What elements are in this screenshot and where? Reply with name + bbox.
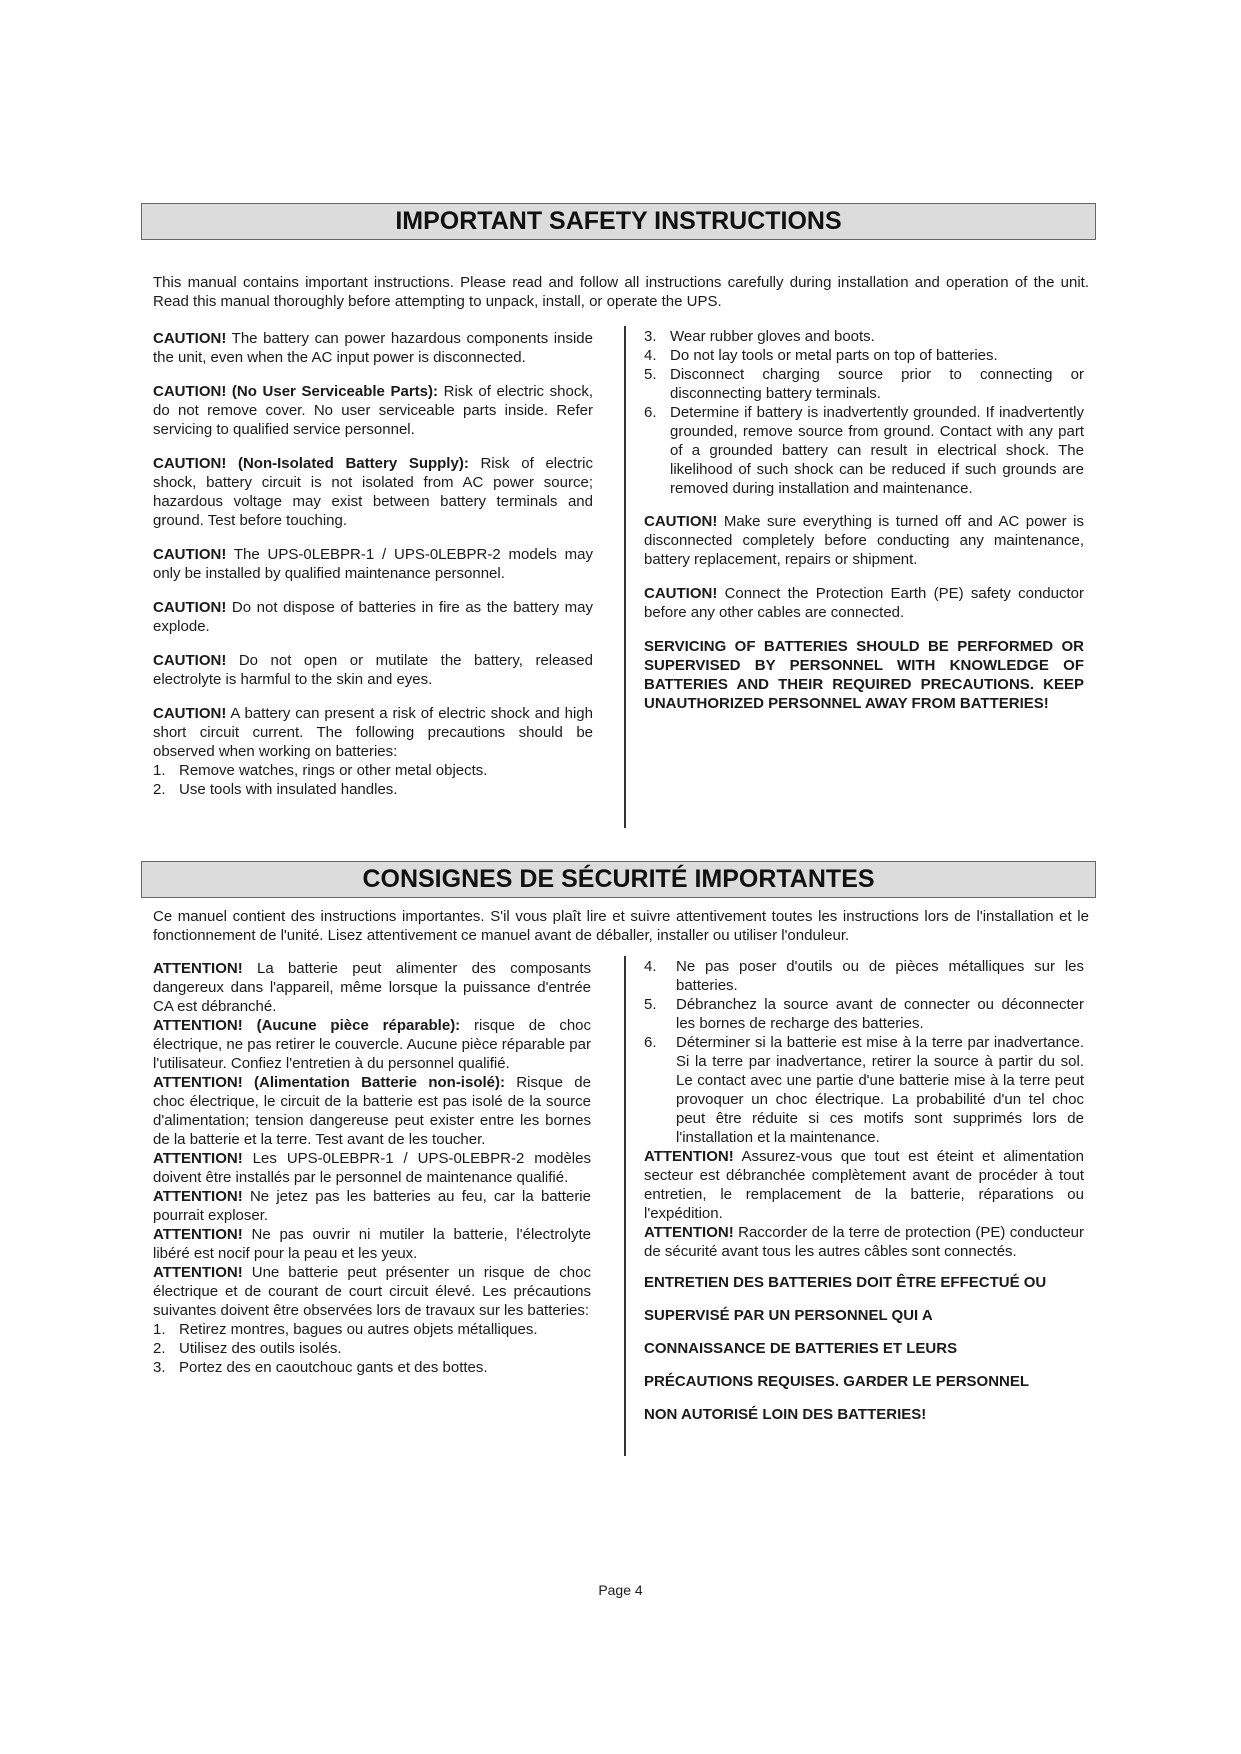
servicing-line: CONNAISSANCE DE BATTERIES ET LEURS [644,1340,958,1357]
right-column-en [644,327,1084,713]
caution-paragraph: CAUTION! (No User Serviceable Parts): Risk of electric shock, do not remove cover. No user serviceable parts inside. Refer servicing to qualified service personnel. [153,383,593,438]
section-title-en-text: IMPORTANT SAFETY INSTRUCTIONS [395,207,842,235]
section-title-en [141,203,1096,240]
list-item: 1. Retirez montres, bagues ou autres objets métalliques. [153,1321,538,1338]
precautions-list [153,1320,591,1377]
right-column-fr [644,957,1084,1424]
list-item: 2. Utilisez des outils isolés. [153,1340,342,1357]
intro-en: This manual contains important instructions. Please read and follow all instructions carefully during installation and operation of the unit. Read this manual thoroughly before attempting to unpack, install, or operate the UPS. [153,274,1089,310]
attention-paragraph: ATTENTION! (Aucune pièce réparable): risque de choc électrique, ne pas retirer le couvercle. Aucune pièce réparable par l'utilisateur. Confiez l'entretien à du personnel qualifié. [153,1017,591,1072]
servicing-line: ENTRETIEN DES BATTERIES DOIT ÊTRE EFFECTUÉ OU [644,1274,1047,1291]
caution-paragraph: CAUTION! Connect the Protection Earth (PE) safety conductor before any other cables are connected. [644,585,1084,621]
servicing-line: SUPERVISÉ PAR UN PERSONNEL QUI A [644,1307,933,1324]
caution-paragraph: CAUTION! Do not open or mutilate the battery, released electrolyte is harmful to the skin and eyes. [153,652,593,688]
attention-paragraph: ATTENTION! Raccorder de la terre de protection (PE) conducteur de sécurité avant tous les autres câbles sont connectés. [644,1224,1084,1260]
attention-paragraph: ATTENTION! La batterie peut alimenter des composants dangereux dans l'appareil, même lorsque la puissance d'entrée CA est débranché. [153,960,591,1015]
caution-paragraph: CAUTION! Make sure everything is turned off and AC power is disconnected completely before conducting any maintenance, battery replacement, repairs or shipment. [644,513,1084,568]
list-item: 4. Do not lay tools or metal parts on top of batteries. [644,347,998,364]
caution-paragraph: CAUTION! A battery can present a risk of electric shock and high short circuit current. The following precautions should be observed when working on batteries: [153,705,593,760]
precautions-list [153,761,593,799]
column-divider [624,956,626,1456]
attention-paragraph: ATTENTION! Une batterie peut présenter un risque de choc électrique et de courant de court circuit élevé. Les précautions suivantes doivent être observées lors de travaux sur les batteries: [153,1264,591,1319]
intro-fr: Ce manuel contient des instructions importantes. S'il vous plaît lire et suivre attentivement toutes les instructions lors de l'installation et le fonctionnement de l'unité. Lisez attentivement ce manuel avant de déballer, installer ou utiliser l'onduleur. [153,908,1089,944]
list-item: 2. Use tools with insulated handles. [153,781,398,798]
attention-paragraph: ATTENTION! Ne pas ouvrir ni mutiler la batterie, l'électrolyte libéré est nocif pour la peau et les yeux. [153,1226,591,1262]
servicing-warning-fr [644,1273,1084,1424]
attention-paragraph: ATTENTION! Assurez-vous que tout est éteint et alimentation secteur est débranchée complètement avant de procéder à tout entretien, le remplacement de la batterie, réparations ou l'expédition. [644,1148,1084,1222]
list-item: 4. Ne pas poser d'outils ou de pièces métalliques sur les batteries. [644,958,1084,994]
section-title-fr [141,861,1096,898]
servicing-warning: SERVICING OF BATTERIES SHOULD BE PERFORMED OR SUPERVISED BY PERSONNEL WITH KNOWLEDGE OF BATTERIES AND THEIR REQUIRED PRECAUTIONS. KEEP UNAUTHORIZED PERSONNEL AWAY FROM BATTERIES! [644,638,1084,712]
caution-paragraph: CAUTION! The UPS-0LEBPR-1 / UPS-0LEBPR-2 models may only be installed by qualified maintenance personnel. [153,546,593,582]
servicing-line: NON AUTORISÉ LOIN DES BATTERIES! [644,1406,927,1423]
attention-paragraph: ATTENTION! (Alimentation Batterie non-isolé): Risque de choc électrique, le circuit de la batterie est pas isolé de la source d'alimentation; tension dangereuse peut exister entre les bornes de la batterie et la terre. Test avant de les toucher. [153,1074,591,1148]
precautions-list [644,957,1084,1147]
attention-paragraph: ATTENTION! Les UPS-0LEBPR-1 / UPS-0LEBPR-2 modèles doivent être installés par le personnel de maintenance qualifié. [153,1150,591,1186]
left-column-en [153,329,593,799]
caution-paragraph: CAUTION! Do not dispose of batteries in fire as the battery may explode. [153,599,593,635]
caution-paragraph: CAUTION! The battery can power hazardous components inside the unit, even when the AC input power is disconnected. [153,330,593,366]
page-number: Page 4 [598,1582,643,1598]
attention-paragraph: ATTENTION! Ne jetez pas les batteries au feu, car la batterie pourrait exploser. [153,1188,591,1224]
list-item: 3. Portez des en caoutchouc gants et des bottes. [153,1359,488,1376]
list-item: 5. Débranchez la source avant de connecter ou déconnecter les bornes de recharge des batteries. [644,996,1084,1032]
precautions-list [644,327,1084,498]
list-item: 6. Déterminer si la batterie est mise à la terre par inadvertance. Si la terre par inadvertance, retirer la source à partir du sol. Le contact avec une partie d'une batterie mise à la terre peut provoquer un choc électrique. La probabilité d'un tel choc peut être réduite si ces motifs sont supprimés lors de l'installation et la maintenance. [644,1034,1084,1146]
list-item: 6. Determine if battery is inadvertently grounded. If inadvertently grounded, remove source from ground. Contact with any part of a grounded battery can result in electrical shock. The likelihood of such shock can be reduced if such grounds are removed during installation and maintenance. [644,404,1084,497]
caution-paragraph: CAUTION! (Non-Isolated Battery Supply): Risk of electric shock, battery circuit is not isolated from AC power source; hazardous voltage may exist between battery terminals and ground. Test before touching. [153,455,593,529]
left-column-fr [153,959,591,1377]
list-item: 1. Remove watches, rings or other metal objects. [153,762,488,779]
list-item: 3. Wear rubber gloves and boots. [644,328,875,345]
servicing-line: PRÉCAUTIONS REQUISES. GARDER LE PERSONNEL [644,1373,1030,1390]
section-title-fr-text: CONSIGNES DE SÉCURITÉ IMPORTANTES [362,865,875,893]
column-divider [624,326,626,828]
list-item: 5. Disconnect charging source prior to connecting or disconnecting battery terminals. [644,366,1084,402]
